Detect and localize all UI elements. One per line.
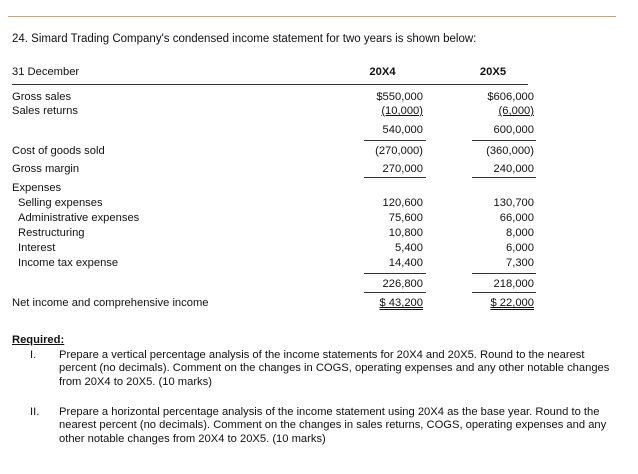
rule-line [472,273,536,274]
row-cogs: Cost of goods sold (270,000) (360,000) [12,145,534,157]
rule-line [364,140,426,141]
item-number: II. [30,406,40,418]
row-administrative-expenses: Administrative expenses 75,600 66,000 [18,212,534,224]
statement-header-row [12,66,532,80]
row-net-income: Net income and comprehensive income $ 43,200 $ 22,000 [12,297,534,309]
row-total-expenses: 226,800 218,000 [382,278,534,290]
top-divider [8,16,616,17]
item-text: Prepare a horizontal percentage analysis of the income statement using 20X4 as the base year. Round to the nearest percent (no decimals). Comment on the changes in sales returns, COGS, operating expenses and any other notable changes from 20X4 to 20X5. (10 marks) [59,406,607,445]
header-underline [12,84,528,85]
rule-line [364,292,426,293]
rule-line [364,273,426,274]
row-selling-expenses: Selling expenses 120,600 130,700 [18,197,534,209]
item-text: Prepare a vertical percentage analysis of the income statements for 20X4 and 20X5. Round to the nearest percent (no decimals). Comment on the changes in COGS, operating expenses and any other notable changes from 20X4 to 20X5. (10 marks) [59,349,610,388]
rule-line [472,140,536,141]
period-label: 31 December [12,66,80,78]
row-restructuring: Restructuring 10,800 8,000 [18,227,534,239]
item-number: I. [30,349,37,361]
rule-line [472,177,536,178]
row-sales-returns: Sales returns (10,000) (6,000) [12,105,534,117]
rule-line [364,177,426,178]
row-gross-margin: Gross margin 270,000 240,000 [12,163,534,175]
row-expenses-heading: Expenses [12,182,62,194]
row-income-tax: Income tax expense 14,400 7,300 [18,257,534,269]
col-header-20x4: 20X4 [369,66,396,78]
required-label: Required: [12,334,65,346]
question-heading: 24. Simard Trading Company's condensed income statement for two years is shown below: [12,33,477,45]
row-gross-sales: Gross sales $550,000 $606,000 [12,91,534,103]
row-interest: Interest 5,400 6,000 [18,242,534,254]
rule-line [472,292,536,293]
col-header-20x5: 20X5 [479,66,507,78]
row-net-sales: 540,000 600,000 [382,124,534,136]
